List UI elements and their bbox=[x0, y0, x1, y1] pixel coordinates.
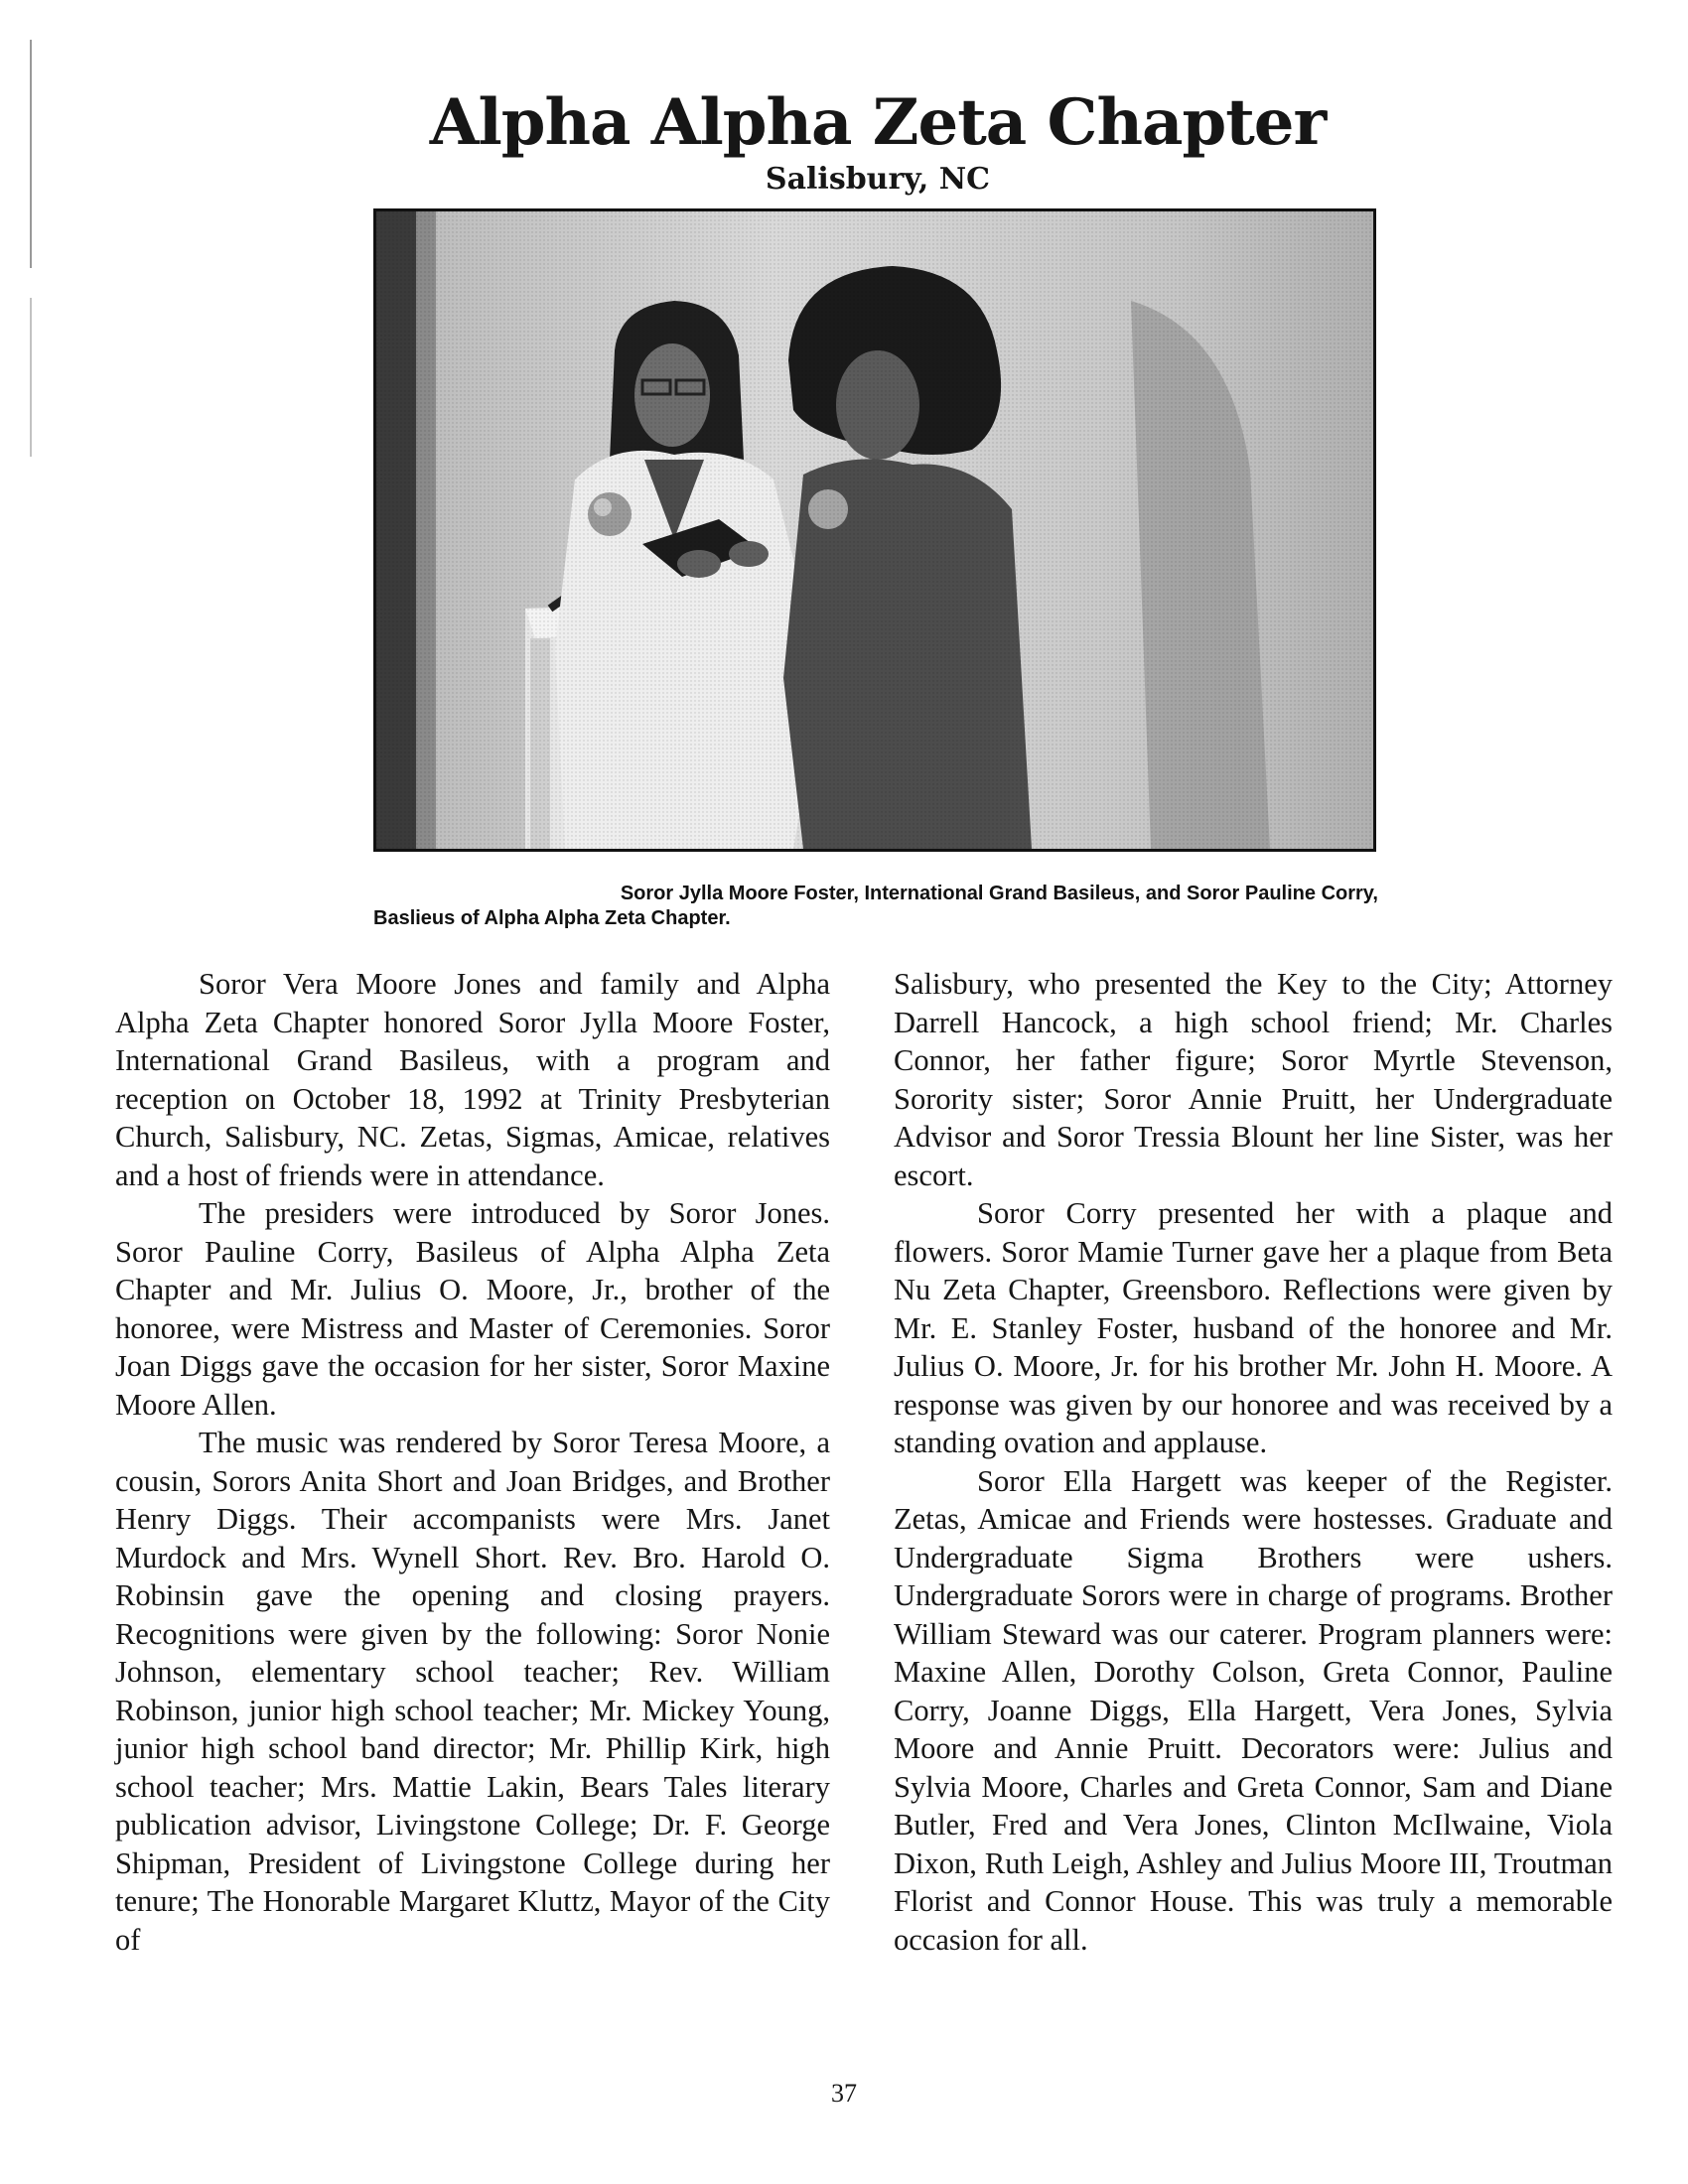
paragraph: The presiders were introduced by Soror Jones. Soror Pauline Corry, Basileus of Alpha Alpha Zeta Chapter and Mr. Julius O. Moore, Jr., brother of the honoree, were Mistress and Master of Ceremonies. Soror Joan Diggs gave the occasion for her sister, Soror Maxine Moore Allen. bbox=[115, 1196, 830, 1422]
paragraph: Soror Ella Hargett was keeper of the Register. Zetas, Amicae and Friends were hostesses. Graduate and Undergraduate Sigma Brothers were ushers. Undergraduate Sorors were in charge of programs. Brother William Steward was our caterer. Program planners were: Maxine Allen, Dorothy Colson, Greta Connor, Pauline Corry, Joanne Diggs, Ella Hargett, Vera Jones, Sylvia Moore and Annie Pruitt. Decorators were: Julius and Sylvia Moore, Charles and Greta Connor, Sam and Diane Butler, Fred and Vera Jones, Clinton McIlwaine, Viola Dixon, Ruth Leigh, Ashley and Julius Moore III, Troutman Florist and Connor House. This was truly a memorable occasion for all. bbox=[894, 1463, 1613, 1957]
page-number: 37 bbox=[831, 2079, 857, 2108]
chapter-photo bbox=[373, 208, 1376, 852]
page-subtitle: Salisbury, NC bbox=[765, 162, 991, 197]
body-column-left bbox=[115, 965, 830, 1959]
paragraph: The music was rendered by Soror Teresa Moore, a cousin, Sorors Anita Short and Joan Bridges, and Brother Henry Diggs. Their accompanists were Mrs. Janet Murdock and Mrs. Wynell Short. Rev. Bro. Harold O. Robinsin gave the opening and closing prayers. Recognitions were given by the following: Soror Nonie Johnson, elementary school teacher; Rev. William Robinson, junior high school teacher; Mr. Mickey Young, junior high school band director; Mr. Phillip Kirk, high school teacher; Mrs. Mattie Lakin, Bears Tales literary publication advisor, Livingstone College; Dr. F. George Shipman, President of Livingstone College during her tenure; The Honorable Margaret Kluttz, Mayor of the City of bbox=[115, 1426, 830, 1957]
paragraph-continuation: Salisbury, who presented the Key to the City; Attorney Darrell Hancock, a high school friend; Mr. Charles Connor, her father figure; Soror Myrtle Stevenson, Sorority sister; Soror Annie Pruitt, her Undergraduate Advisor and Soror Tressia Blount her line Sister, was her escort. bbox=[894, 967, 1613, 1192]
caption-line-2: Baslieus of Alpha Alpha Zeta Chapter. bbox=[373, 907, 731, 929]
paragraph: Soror Corry presented her with a plaque and flowers. Soror Mamie Turner gave her a plaque from Beta Nu Zeta Chapter, Greensboro. Reflections were given by Mr. E. Stanley Foster, husband of the honoree and Mr. Julius O. Moore, Jr. for his brother Mr. John H. Moore. A response was given by our honoree and was received by a standing ovation and applause. bbox=[894, 1196, 1613, 1459]
paragraph: Soror Vera Moore Jones and family and Alpha Alpha Zeta Chapter honored Soror Jylla Moore Foster, International Grand Basileus, with a program and reception on October 18, 1992 at Trinity Presbyterian Church, Salisbury, NC. Zetas, Sigmas, Amicae, relatives and a host of friends were in attendance. bbox=[115, 967, 830, 1192]
caption-line-1: Soror Jylla Moore Foster, International Grand Basileus, and Soror Pauline Corry, bbox=[620, 883, 1378, 904]
body-column-right bbox=[894, 965, 1613, 1959]
photo-caption bbox=[373, 882, 1378, 931]
page-title: Alpha Alpha Zeta Chapter bbox=[429, 85, 1327, 160]
binding-edge bbox=[30, 298, 32, 457]
photo-two-women-at-podium-icon bbox=[376, 211, 1373, 849]
